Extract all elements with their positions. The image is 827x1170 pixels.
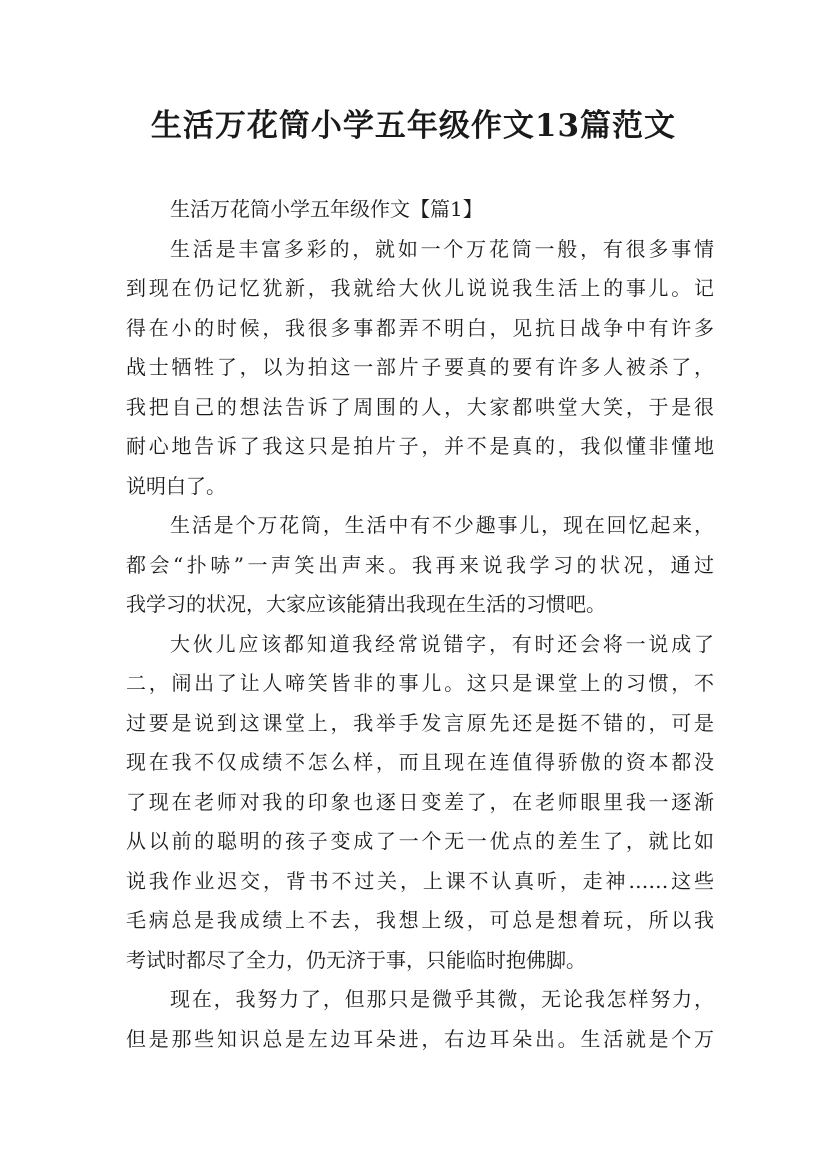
body-text-line: 生活是丰富多彩的，就如一个万花筒一般，有很多事情 [170, 236, 714, 261]
body-text-line: 战士牺牲了，以为拍这一部片子要真的要有许多人被杀了， [126, 355, 714, 379]
body-text-line: 考试时都尽了全力，仍无济于事，只能临时抱佛脚。 [126, 947, 586, 972]
body-text-line: 现在，我努力了，但那只是微乎其微，无论我怎样努力， [170, 987, 714, 1011]
body-text-line: 但是那些知识总是左边耳朵进，右边耳朵出。生活就是个万 [126, 1026, 714, 1051]
body-text-line: 大伙儿应该都知道我经常说错字，有时还会将一说成了 [170, 631, 714, 656]
document-title: 生活万花筒小学五年级作文13篇范文 [150, 108, 677, 144]
body-text-line: 过要是说到这课堂上，我举手发言原先还是挺不错的，可是 [126, 710, 714, 735]
body-text-line: 毛病总是我成绩上不去，我想上级，可总是想着玩，所以我 [126, 908, 714, 932]
body-text-line: 说明白了。 [126, 473, 226, 498]
body-text-line: 得在小的时候，我很多事都弄不明白，见抗日战争中有许多 [126, 315, 714, 340]
body-text-line: 二，闹出了让人啼笑皆非的事儿。这只是课堂上的习惯，不 [126, 671, 714, 695]
body-text-line: 都会“扑哧”一声笑出声来。我再来说我学习的状况，通过 [126, 552, 714, 577]
body-text-line: 说我作业迟交，背书不过关，上课不认真听，走神……这些 [126, 868, 714, 893]
body-text-line: 我学习的状况，大家应该能猜出我现在生活的习惯吧。 [126, 592, 606, 616]
section-heading: 生活万花筒小学五年级作文【篇1】 [170, 197, 483, 221]
body-text-line: 到现在仍记忆犹新，我就给大伙儿说说我生活上的事儿。记 [126, 276, 714, 300]
body-text-line: 了现在老师对我的印象也逐日变差了，在老师眼里我一逐渐 [126, 789, 714, 814]
body-text-line: 从以前的聪明的孩子变成了一个无一优点的差生了，就比如 [126, 829, 714, 853]
body-text-line: 我把自己的想法告诉了周围的人，大家都哄堂大笑，于是很 [126, 394, 714, 419]
document-body [126, 190, 714, 1059]
body-text-line: 耐心地告诉了我这只是拍片子，并不是真的，我似懂非懂地 [126, 434, 714, 458]
body-text-line: 现在我不仅成绩不怎么样，而且现在连值得骄傲的资本都没 [126, 750, 714, 774]
body-text-line: 生活是个万花筒，生活中有不少趣事儿，现在回忆起来， [170, 513, 714, 537]
